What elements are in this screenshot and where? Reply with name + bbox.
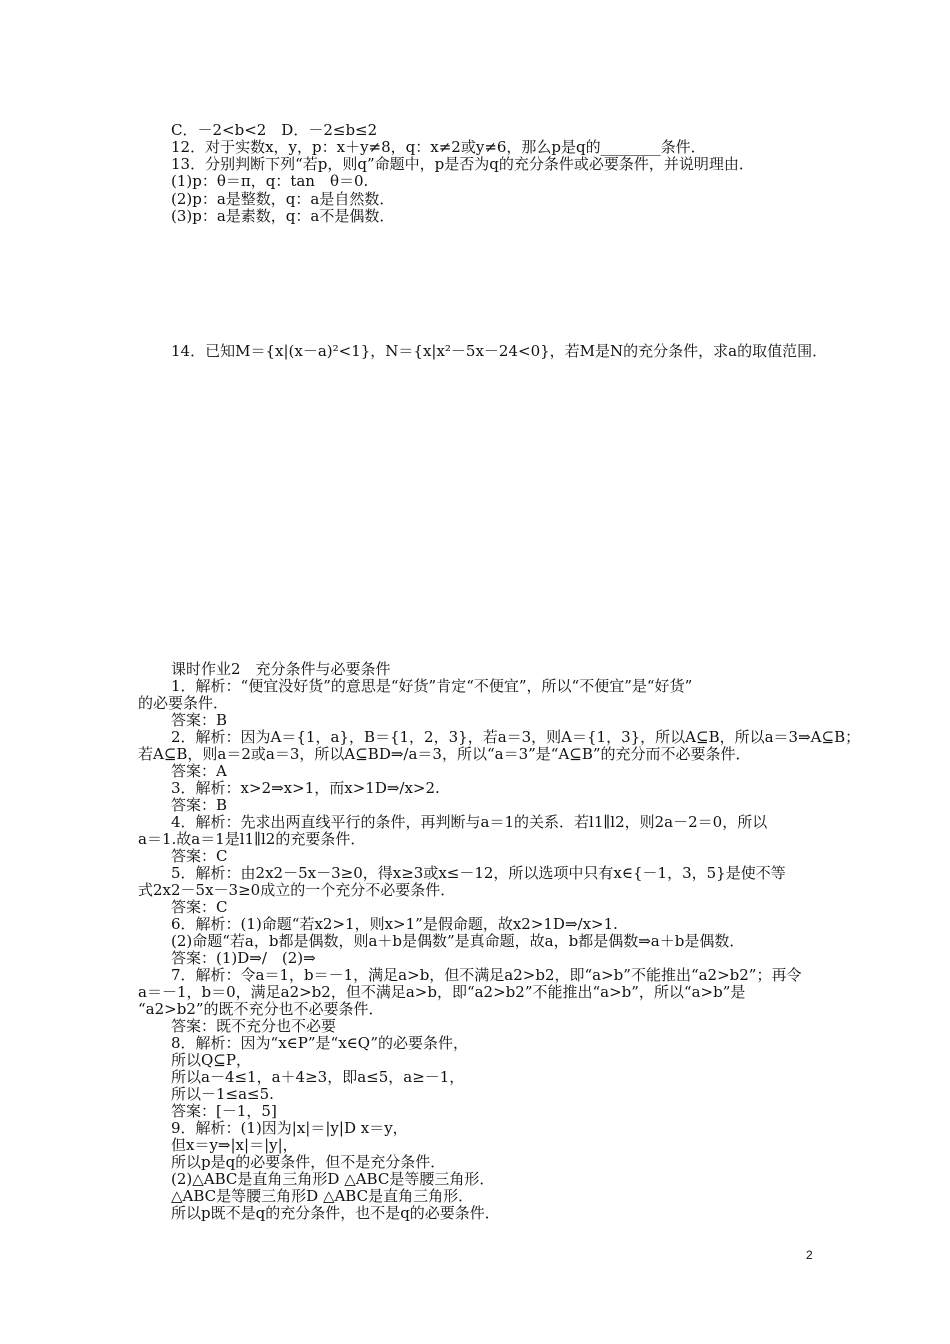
question-13-part-2: (2)p：a是整数，q：a是自然数． — [171, 190, 395, 208]
answer-line: 8．解析：因为“x∈P”是“x∈Q”的必要条件， — [171, 1034, 469, 1052]
answer-line: 若A⊆B，则a＝2或a＝3，所以A⊆BD⇒/a＝3，所以“a＝3”是“A⊆B”的充分而不必要条件． — [138, 745, 751, 763]
answer-line: 2．解析：因为A＝{1，a}，B＝{1，2，3}，若a＝3，则A＝{1，3}，所以A⊆B，所以a＝3⇒A⊆B； — [171, 728, 861, 746]
question-14: 14．已知M＝{x|(x－a)²<1}，N＝{x|x²－5x－24<0}，若M是N的充分条件，求a的取值范围． — [171, 342, 828, 360]
answer-line: 答案：既不充分也不必要 — [171, 1017, 337, 1035]
answer-line: 3．解析：x>2⇒x>1，而x>1D⇒/x>2. — [171, 779, 440, 797]
answer-line: 答案：[－1，5] — [171, 1102, 277, 1120]
page-number: 2 — [806, 1248, 813, 1262]
answer-line: 1．解析：“便宜没好货”的意思是“好货”肯定“不便宜”，所以“不便宜”是“好货” — [171, 677, 693, 695]
answer-line: 答案：C — [171, 847, 228, 865]
answer-line: △ABC是等腰三角形D △ABC是直角三角形． — [171, 1187, 474, 1205]
answer-line: 所以a－4≤1，a＋4≥3，即a≤5，a≥－1， — [171, 1068, 465, 1086]
answer-line: 的必要条件． — [138, 694, 229, 712]
answer-line: 7．解析：令a＝1，b＝－1，满足a>b，但不满足a2>b2，即“a>b”不能推出“a2>b2”；再令 — [171, 966, 802, 984]
option-line-c-d: C．－2<b<2 D．－2≤b≤2 — [171, 121, 378, 139]
answer-line: “a2>b2”的既不充分也不必要条件． — [138, 1000, 384, 1018]
answer-line: 9．解析：(1)因为|x|＝|y|D x＝y， — [171, 1119, 408, 1137]
question-13: 13．分别判断下列“若p，则q”命题中，p是否为q的充分条件或必要条件，并说明理由． — [171, 155, 754, 173]
answer-line: 所以p是q的必要条件，但不是充分条件． — [171, 1153, 446, 1171]
answer-line: (2)命题“若a，b都是偶数，则a＋b是偶数”是真命题，故a，b都是偶数⇒a＋b是偶数． — [171, 932, 745, 950]
answer-line: 所以Q⊆P， — [171, 1051, 251, 1069]
answer-line: 答案：B — [171, 711, 228, 729]
question-13-part-3: (3)p：a是素数，q：a不是偶数． — [171, 207, 395, 225]
question-12: 12．对于实数x，y，p：x＋y≠8，q：x≠2或y≠6，那么p是q的________条件． — [171, 138, 706, 156]
answer-line: a＝1.故a＝1是l1∥l2的充要条件． — [138, 830, 366, 848]
answer-line: 5．解析：由2x2－5x－3≥0，得x≥3或x≤－12，所以选项中只有x∈{－1，3，5}是使不等 — [171, 864, 786, 882]
answer-line: 4．解析：先求出两直线平行的条件，再判断与a＝1的关系．若l1∥l2，则2a－2＝0，所以 — [171, 813, 768, 831]
answer-line: 答案：(1)D⇒/ (2)⇒ — [171, 949, 316, 967]
answer-line: 6．解析：(1)命题“若x2>1，则x>1”是假命题，故x2>1D⇒/x>1. — [171, 915, 618, 933]
question-13-part-1: (1)p：θ＝π，q：tan θ＝0. — [171, 172, 369, 190]
answer-line: 所以p既不是q的充分条件，也不是q的必要条件． — [171, 1204, 500, 1222]
answer-line: 所以－1≤a≤5. — [171, 1085, 274, 1103]
answer-line: 答案：C — [171, 898, 228, 916]
answer-line: 式2x2－5x－3≥0成立的一个充分不必要条件． — [138, 881, 456, 899]
answer-section-title: 课时作业2 充分条件与必要条件 — [171, 660, 391, 678]
answer-line: 答案：A — [171, 762, 227, 780]
answer-line: (2)△ABC是直角三角形D △ABC是等腰三角形． — [171, 1170, 495, 1188]
answer-line: 答案：B — [171, 796, 228, 814]
answer-line: 但x＝y⇒|x|＝|y|， — [171, 1136, 298, 1154]
answer-line: a＝－1，b＝0，满足a2>b2，但不满足a>b，即“a2>b2”不能推出“a>b”，所以“a>b”是 — [138, 983, 746, 1001]
